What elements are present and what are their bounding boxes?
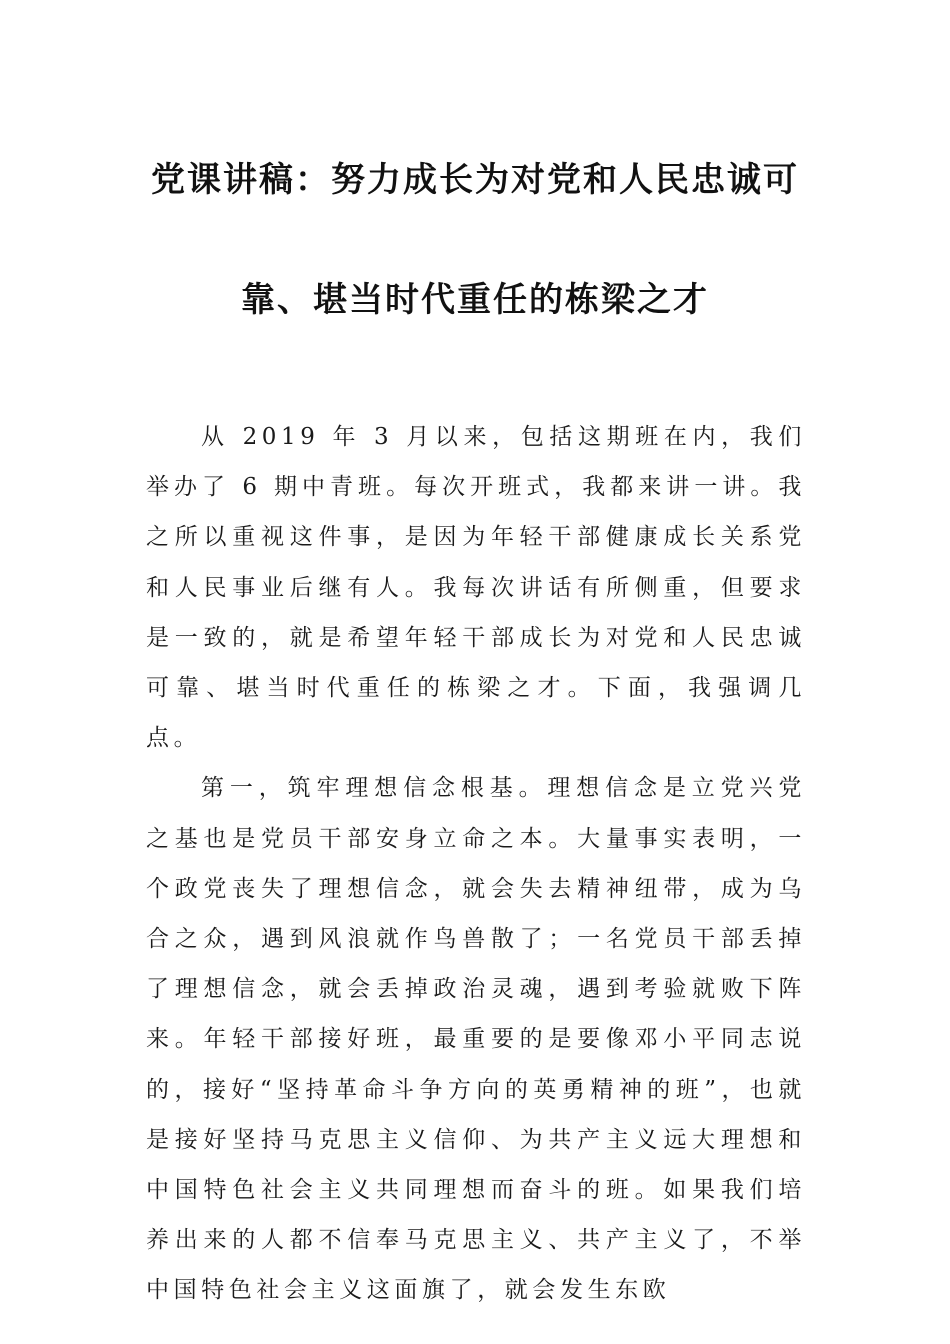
document-body	[146, 412, 806, 1316]
document-title-line-1: 党课讲稿：努力成长为对党和人民忠诚可	[151, 160, 799, 200]
paragraph-point-one: 第一，筑牢理想信念根基。理想信念是立党兴党之基也是党员干部安身立命之本。大量事实表明，一个政党丧失了理想信念，就会失去精神纽带，成为乌合之众，遇到风浪就作鸟兽散了；一名党员干部丢掉了理想信念，就会丢掉政治灵魂，遇到考验就败下阵来。年轻干部接好班，最重要的是要像邓小平同志说的，接好“坚持革命斗争方向的英勇精神的班”，也就是接好坚持马克思主义信仰、为共产主义远大理想和中国特色社会主义共同理想而奋斗的班。如果我们培养出来的人都不信奉马克思主义、共产主义了，不举中国特色社会主义这面旗了，就会发生东欧	[146, 775, 806, 1304]
paragraph-intro: 从 2019 年 3 月以来，包括这期班在内，我们举办了 6 期中青班。每次开班式，我都来讲一讲。我之所以重视这件事，是因为年轻干部健康成长关系党和人民事业后继有人。我每次讲话有所侧重，但要求是一致的，就是希望年轻干部成长为对党和人民忠诚可靠、堪当时代重任的栋梁之才。下面，我强调几点。	[146, 424, 806, 752]
document-title-line-2: 靠、堪当时代重任的栋梁之才	[241, 280, 709, 320]
